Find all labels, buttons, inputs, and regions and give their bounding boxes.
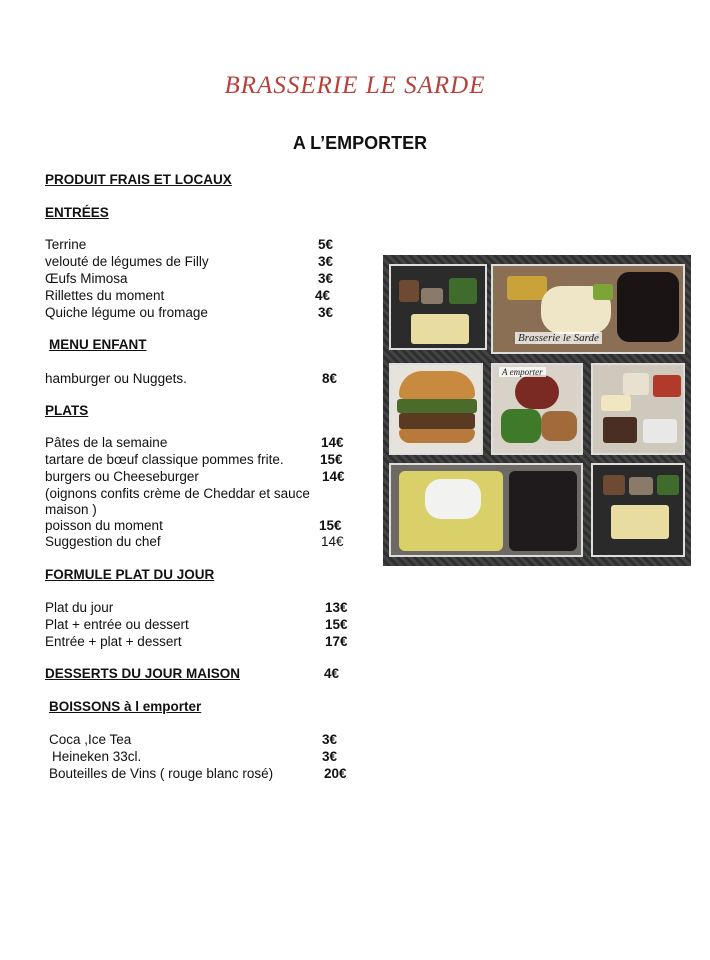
- menu-item-price: 5€: [318, 237, 334, 252]
- menu-item-price: 4€: [315, 288, 331, 303]
- boissons-heading: BOISSONS à l emporter: [49, 699, 202, 714]
- desserts-price: 4€: [324, 666, 340, 681]
- food-photo-tartare: [491, 363, 583, 455]
- formule-heading: FORMULE PLAT DU JOUR: [45, 567, 215, 582]
- menu-item-price: 14€: [321, 435, 344, 450]
- menu-item-name: poisson du moment: [45, 518, 163, 533]
- intro-heading: PRODUIT FRAIS ET LOCAUX: [45, 172, 232, 187]
- food-photo-quiche: [591, 463, 685, 557]
- menu-item-name: burgers ou Cheeseburger: [45, 469, 199, 484]
- menu-item-name: Coca ,Ice Tea: [49, 732, 132, 747]
- menu-item-name: hamburger ou Nuggets.: [45, 371, 187, 386]
- menu-item-price: 3€: [318, 305, 334, 320]
- menu-item-price: 14€: [321, 534, 344, 549]
- menu-item-name: Entrée + plat + dessert: [45, 634, 182, 649]
- food-photo-boxes: [591, 363, 685, 455]
- food-photo-collage: [383, 255, 691, 566]
- entrees-heading: ENTRÉES: [45, 205, 109, 220]
- menu-item-name: Terrine: [45, 237, 87, 252]
- menu-item-name: Rillettes du moment: [45, 288, 165, 303]
- menu-item-note: (oignons confits crème de Cheddar et sauce: [45, 486, 310, 501]
- menu-item-price: 3€: [322, 732, 338, 747]
- menu-enfant-heading: MENU ENFANT: [49, 337, 147, 352]
- menu-item-price: 14€: [322, 469, 345, 484]
- plats-heading: PLATS: [45, 403, 89, 418]
- menu-item-name: Quiche légume ou fromage: [45, 305, 208, 320]
- menu-item-price: 20€: [324, 766, 347, 781]
- menu-item-name: Bouteilles de Vins ( rouge blanc rosé): [49, 766, 274, 781]
- menu-item-name: Suggestion du chef: [45, 534, 161, 549]
- food-photo-burger: [389, 363, 483, 455]
- menu-item-name: Heineken 33cl.: [52, 749, 142, 764]
- menu-item-price: 17€: [325, 634, 348, 649]
- brand-logo: BRASSERIE LE SARDE: [224, 72, 486, 99]
- menu-item-price: 15€: [320, 452, 343, 467]
- collage-caption: Brasserie le Sarde: [515, 332, 602, 344]
- food-photo-fish: [389, 463, 583, 557]
- menu-item-name: Plat du jour: [45, 600, 114, 615]
- food-photo-main-dish: [491, 264, 685, 354]
- menu-item-price: 3€: [322, 749, 338, 764]
- menu-item-price: 3€: [318, 271, 334, 286]
- menu-item-name: Pâtes de la semaine: [45, 435, 168, 450]
- menu-item-note: maison ): [45, 502, 97, 517]
- menu-item-name: Plat + entrée ou dessert: [45, 617, 189, 632]
- page-title: A L’EMPORTER: [292, 133, 428, 153]
- menu-item-name: tartare de bœuf classique pommes frite.: [45, 452, 284, 467]
- menu-item-name: velouté de légumes de Filly: [45, 254, 209, 269]
- menu-item-price: 15€: [325, 617, 348, 632]
- food-photo-containers: [389, 264, 487, 350]
- menu-item-price: 8€: [322, 371, 338, 386]
- collage-caption-small: A emporter: [499, 367, 546, 377]
- menu-item-price: 15€: [319, 518, 342, 533]
- menu-item-price: 3€: [318, 254, 334, 269]
- desserts-heading: DESSERTS DU JOUR MAISON: [45, 666, 241, 681]
- menu-item-price: 13€: [325, 600, 348, 615]
- menu-item-name: Œufs Mimosa: [45, 271, 128, 286]
